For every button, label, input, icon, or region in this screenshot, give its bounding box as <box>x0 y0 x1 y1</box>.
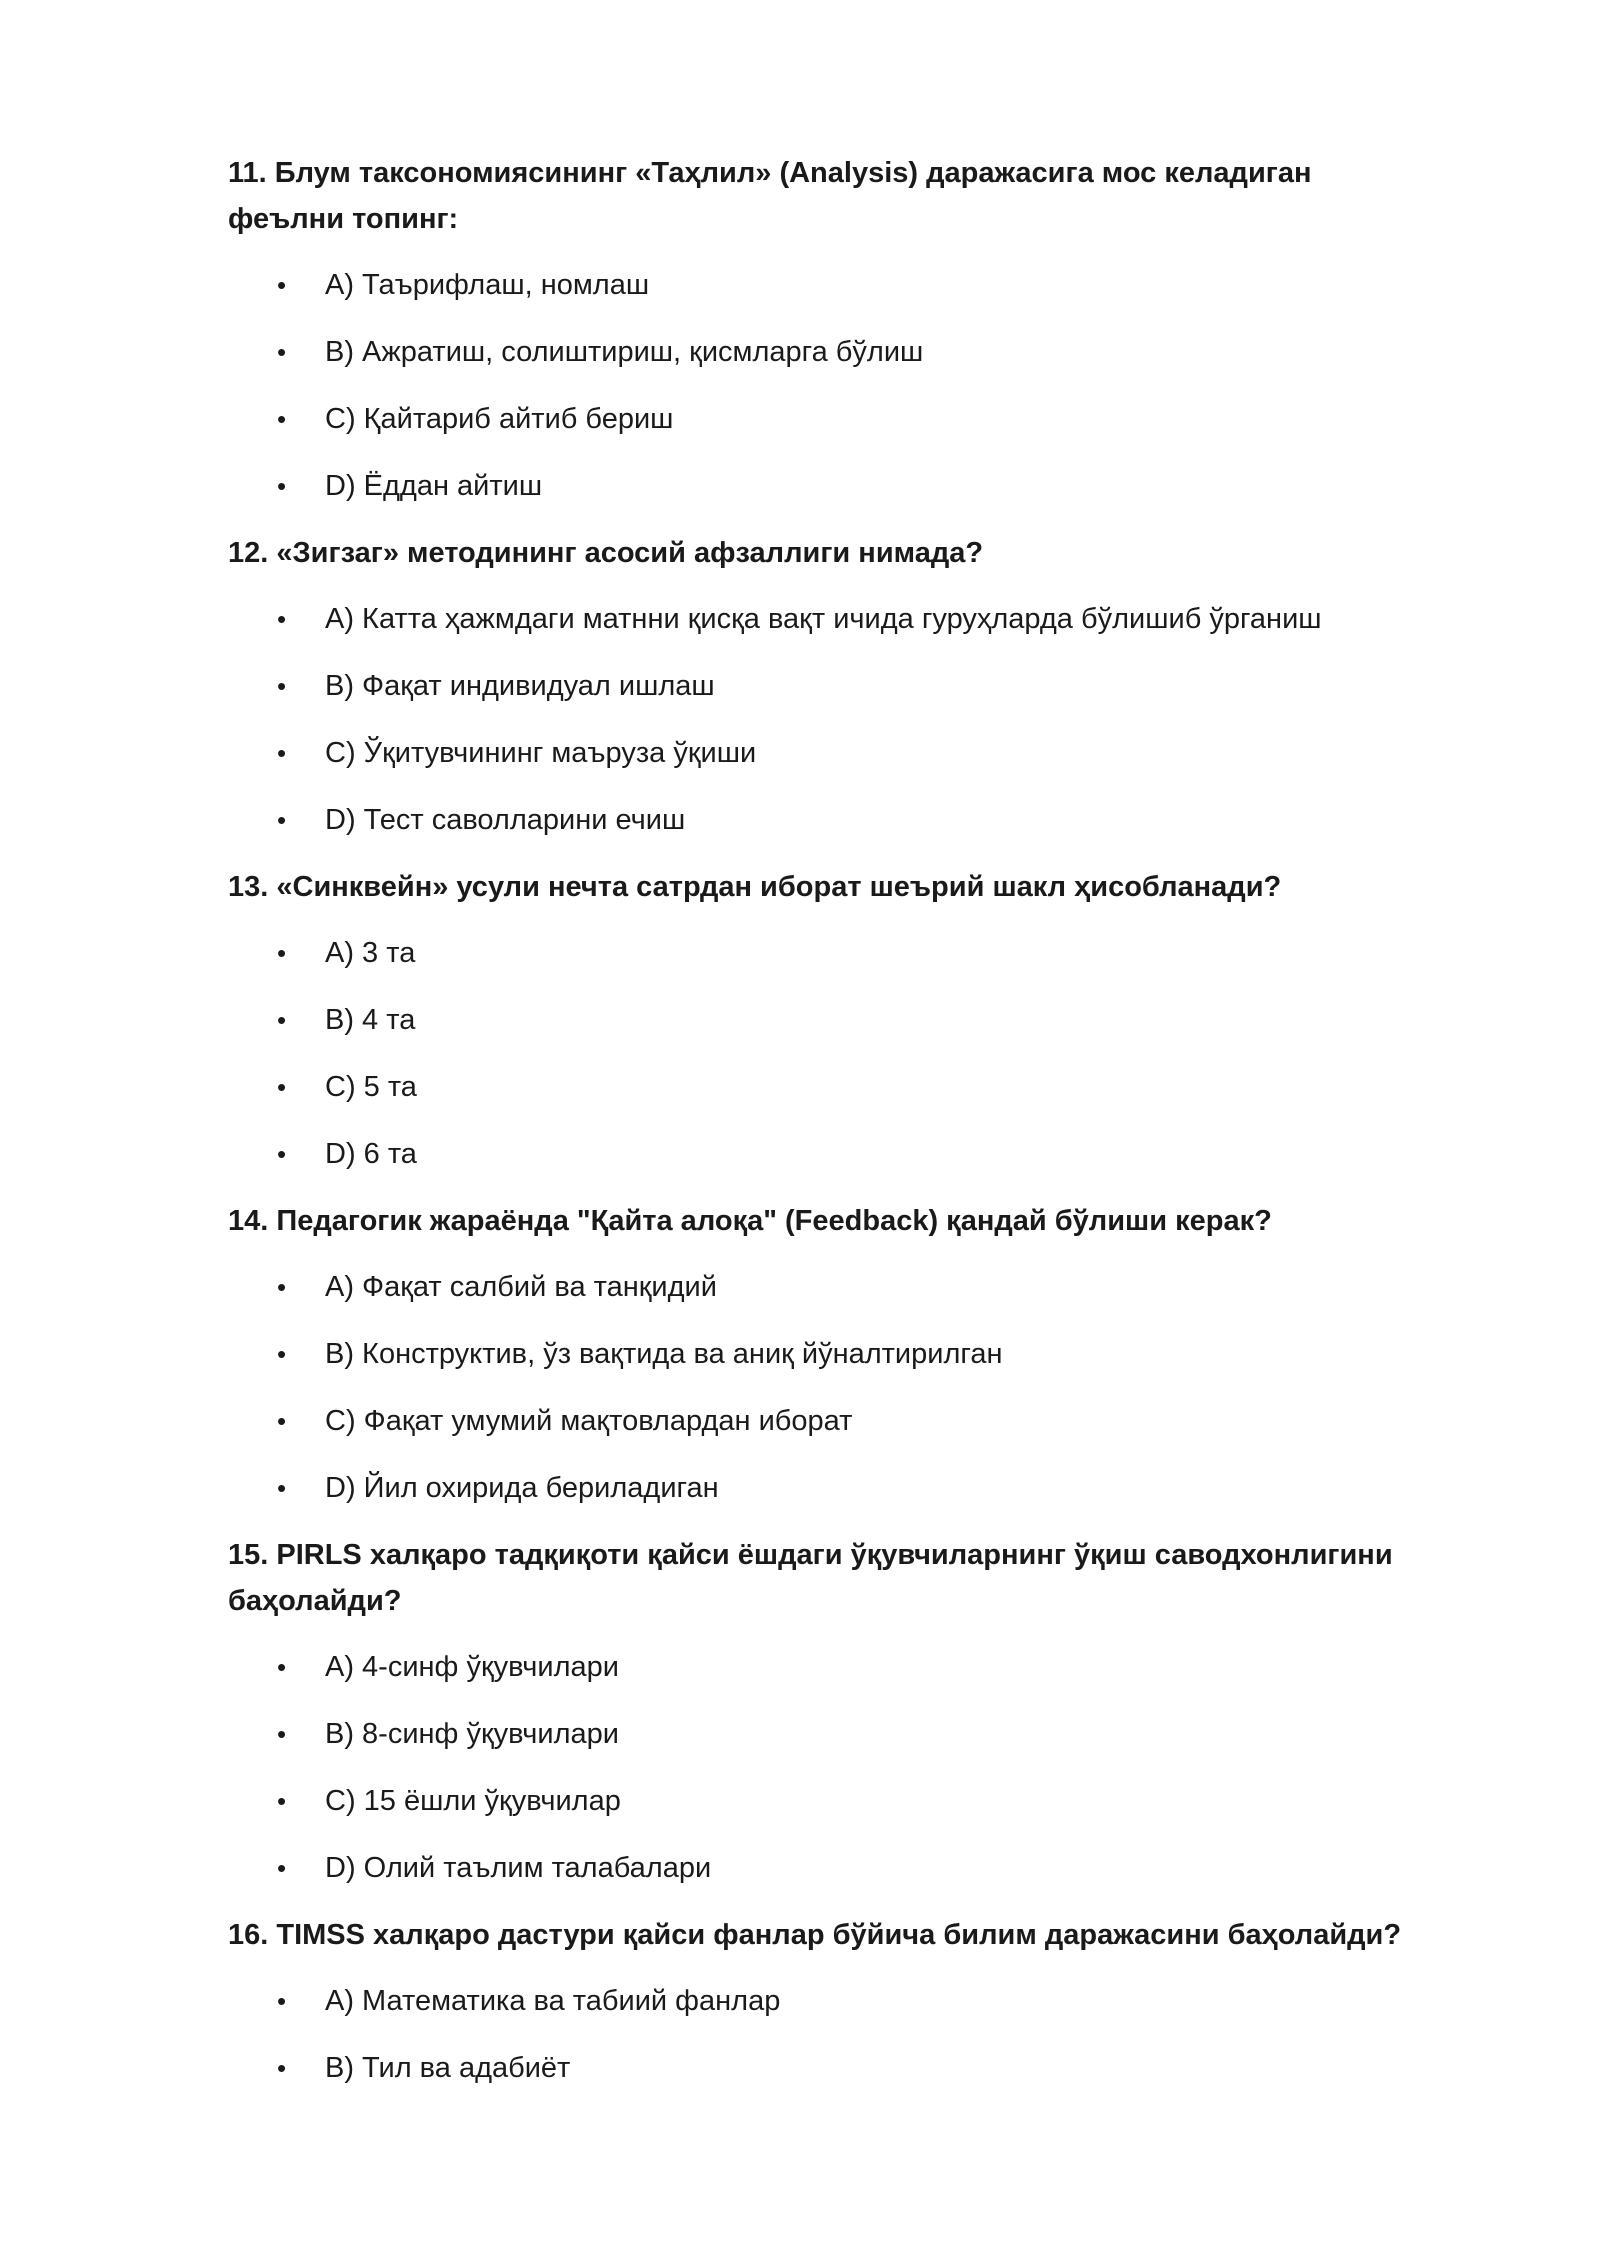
option-c <box>228 396 1428 463</box>
bullet-icon: • <box>277 337 287 367</box>
question-title: 13. «Синквейн» усули нечта сатрдан иборат шеърий шакл ҳисобланади? <box>228 871 1282 903</box>
bullet-icon: • <box>277 471 287 501</box>
options-list <box>228 930 1428 1198</box>
option-text: D) 6 та <box>325 1138 417 1170</box>
option-text: C) Фақат умумий мақтовлардан иборат <box>325 1405 853 1437</box>
bullet-icon: • <box>277 1986 287 2016</box>
bullet-icon: • <box>277 1786 287 1816</box>
option-text: A) 3 та <box>325 937 416 969</box>
option-text: D) Тест саволларини ечиш <box>325 804 686 836</box>
option-text: C) Ўқитувчининг маъруза ўқиши <box>325 737 757 769</box>
option-text: C) 5 та <box>325 1071 417 1103</box>
bullet-icon: • <box>277 671 287 701</box>
option-b <box>228 2045 1428 2112</box>
bullet-icon: • <box>277 1272 287 1302</box>
bullet-icon: • <box>277 270 287 300</box>
option-a <box>228 1978 1428 2045</box>
question-14 <box>228 1198 1428 1532</box>
bullet-icon: • <box>277 1652 287 1682</box>
option-text: B) 4 та <box>325 1004 416 1036</box>
bullet-icon: • <box>277 2053 287 2083</box>
bullet-icon: • <box>277 1719 287 1749</box>
options-list <box>228 262 1428 530</box>
option-text: C) 15 ёшли ўқувчилар <box>325 1785 621 1817</box>
question-title: 14. Педагогик жараёнда "Қайта алоқа" (Feedback) қандай бўлиши керак? <box>228 1205 1272 1237</box>
bullet-icon: • <box>277 1473 287 1503</box>
option-b <box>228 329 1428 396</box>
question-title: 15. PIRLS халқаро тадқиқоти қайси ёшдаги ўқувчиларнинг ўқиш саводхонлигини баҳолайди? <box>228 1539 1393 1617</box>
document-page <box>228 150 1428 2112</box>
question-title: 11. Блум таксономиясининг «Таҳлил» (Analysis) даражасига мос келадиган феълни топинг: <box>228 157 1312 235</box>
question-title: 16. TIMSS халқаро дастури қайси фанлар бўйича билим даражасини баҳолайди? <box>228 1919 1402 1951</box>
option-text: B) Конструктив, ўз вақтида ва аниқ йўналтирилган <box>325 1338 1003 1370</box>
option-b <box>228 663 1428 730</box>
option-a <box>228 930 1428 997</box>
options-list <box>228 1978 1428 2112</box>
option-text: B) Фақат индивидуал ишлаш <box>325 670 715 702</box>
bullet-icon: • <box>277 738 287 768</box>
option-d <box>228 1845 1428 1912</box>
option-c <box>228 730 1428 797</box>
option-text: A) Фақат салбий ва танқидий <box>325 1271 717 1303</box>
option-text: B) Ажратиш, солиштириш, қисмларга бўлиш <box>325 336 924 368</box>
option-c <box>228 1064 1428 1131</box>
options-list <box>228 1644 1428 1912</box>
question-15 <box>228 1532 1428 1912</box>
option-d <box>228 463 1428 530</box>
option-text: D) Олий таълим талабалари <box>325 1852 712 1884</box>
bullet-icon: • <box>277 1339 287 1369</box>
option-a <box>228 262 1428 329</box>
question-16 <box>228 1912 1428 2112</box>
option-b <box>228 997 1428 1064</box>
question-11 <box>228 150 1428 530</box>
question-13 <box>228 864 1428 1198</box>
option-a <box>228 596 1428 663</box>
option-text: A) Таърифлаш, номлаш <box>325 269 650 301</box>
options-list <box>228 596 1428 864</box>
option-b <box>228 1711 1428 1778</box>
bullet-icon: • <box>277 1072 287 1102</box>
options-list <box>228 1264 1428 1532</box>
question-title: 12. «Зигзаг» методининг асосий афзаллиги нимада? <box>228 537 984 569</box>
option-b <box>228 1331 1428 1398</box>
option-text: B) 8-синф ўқувчилари <box>325 1718 619 1750</box>
bullet-icon: • <box>277 1005 287 1035</box>
option-d <box>228 797 1428 864</box>
bullet-icon: • <box>277 1406 287 1436</box>
bullet-icon: • <box>277 604 287 634</box>
option-a <box>228 1644 1428 1711</box>
option-d <box>228 1465 1428 1532</box>
option-text: A) 4-синф ўқувчилари <box>325 1651 619 1683</box>
option-text: B) Тил ва адабиёт <box>325 2052 571 2084</box>
bullet-icon: • <box>277 1139 287 1169</box>
option-c <box>228 1778 1428 1845</box>
question-12 <box>228 530 1428 864</box>
bullet-icon: • <box>277 404 287 434</box>
bullet-icon: • <box>277 938 287 968</box>
bullet-icon: • <box>277 805 287 835</box>
bullet-icon: • <box>277 1853 287 1883</box>
option-text: A) Катта ҳажмдаги матнни қисқа вақт ичида гуруҳларда бўлишиб ўрганиш <box>325 603 1322 635</box>
option-text: A) Математика ва табиий фанлар <box>325 1985 781 2017</box>
option-d <box>228 1131 1428 1198</box>
option-text: D) Йил охирида бериладиган <box>325 1472 719 1504</box>
option-text: D) Ёддан айтиш <box>325 470 543 502</box>
option-c <box>228 1398 1428 1465</box>
option-text: C) Қайтариб айтиб бериш <box>325 403 674 435</box>
option-a <box>228 1264 1428 1331</box>
